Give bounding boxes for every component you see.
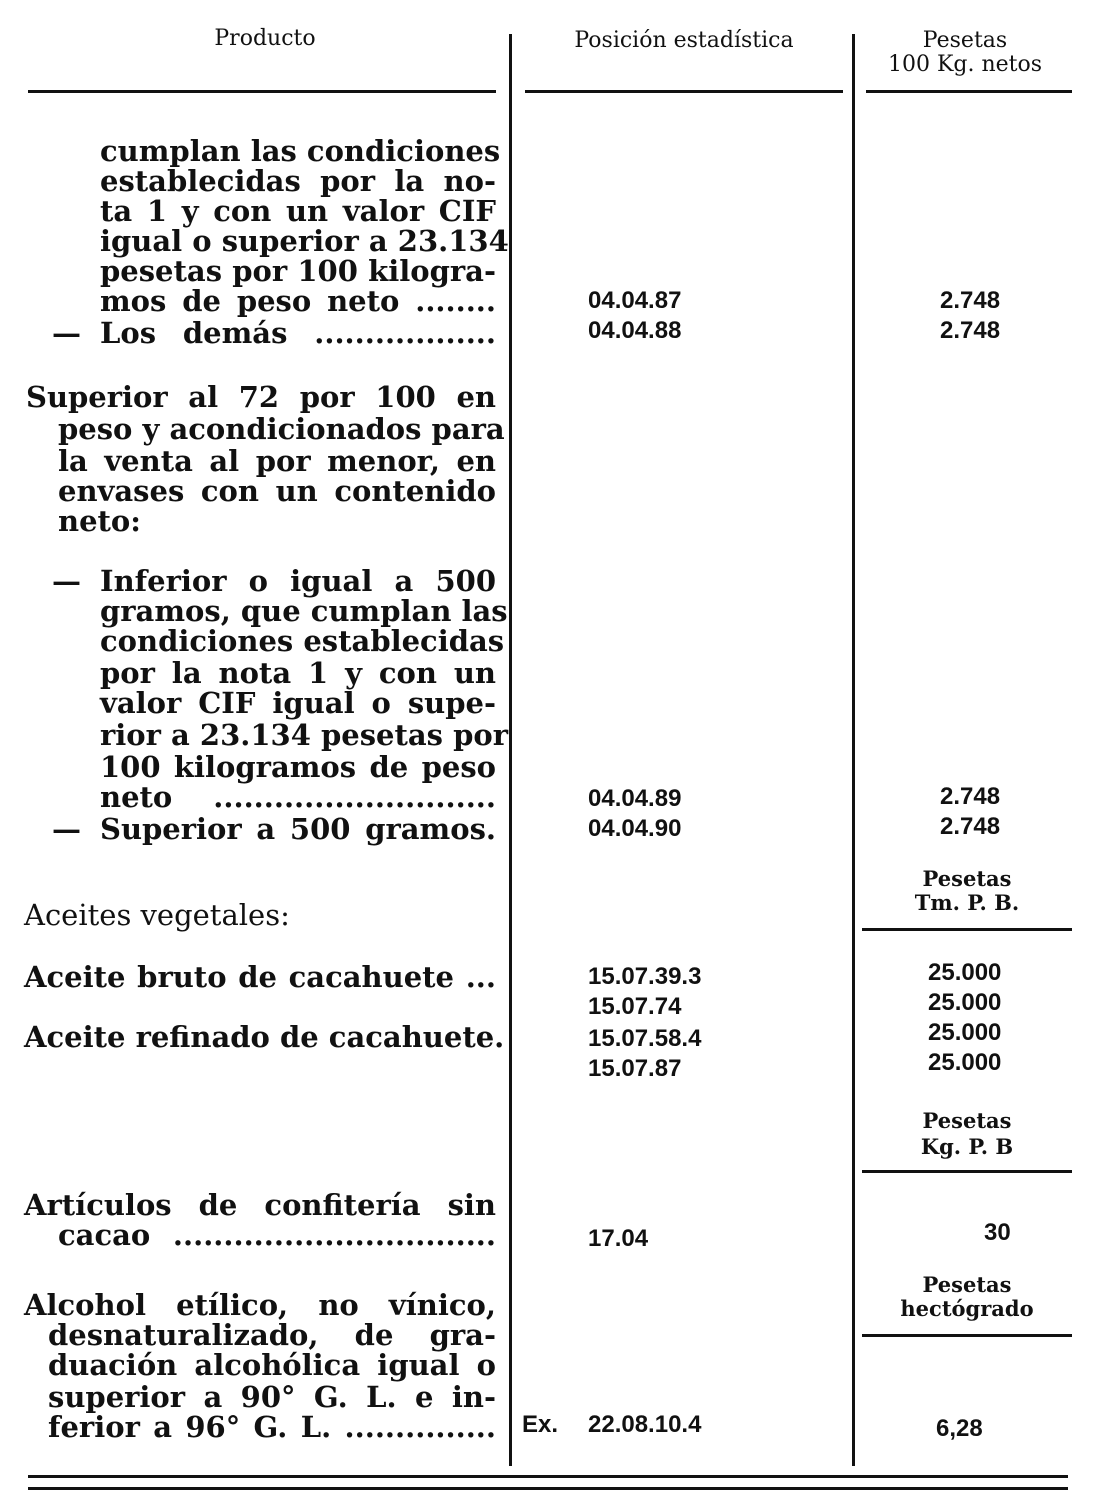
text-line: peso y acondicionados para	[58, 412, 505, 446]
price-value: 2.748	[940, 287, 1001, 314]
posicion-code: 15.07.74	[588, 993, 682, 1020]
price-value: 6,28	[936, 1415, 983, 1442]
text-line: neto ............................	[100, 780, 496, 814]
posicion-code: 04.04.88	[588, 317, 682, 344]
posicion-code: 04.04.90	[588, 815, 682, 842]
text-line: Superior al 72 por 100 en	[26, 380, 496, 414]
text-line: gramos, que cumplan las	[100, 594, 508, 628]
text-line: Superior a 500 gramos.	[100, 812, 496, 846]
text-line: 100 kilogramos de peso	[100, 750, 496, 784]
price-value: 25.000	[928, 959, 1002, 986]
header-rule-pesetas	[866, 90, 1072, 93]
posicion-code: 04.04.89	[588, 785, 682, 812]
dash-marker: —	[52, 564, 81, 598]
text-line: Aceite bruto de cacahuete ...	[24, 960, 496, 994]
unit-rule	[862, 1334, 1072, 1337]
text-line: ferior a 96° G. L. ...............	[48, 1410, 496, 1444]
posicion-code: 15.07.87	[588, 1055, 682, 1082]
posicion-code: 15.07.58.4	[588, 1025, 702, 1052]
text-line: Aceite refinado de cacahuete.	[24, 1020, 505, 1054]
ex-marker: Ex.	[522, 1411, 559, 1438]
footer-rule-top	[28, 1475, 1068, 1478]
header-producto: Producto	[214, 26, 316, 51]
text-line: ta 1 y con un valor CIF	[100, 194, 496, 228]
text-line: neto:	[58, 504, 141, 538]
posicion-code: 15.07.39.3	[588, 963, 702, 990]
header-rule-producto	[28, 90, 496, 93]
dash-marker: —	[52, 316, 81, 350]
header-pesetas: Pesetas	[922, 28, 1008, 53]
unit-label: Pesetas	[922, 1108, 1012, 1133]
column-divider-2	[852, 34, 855, 1466]
header-posicion-estadistica: Posición estadística	[574, 28, 794, 53]
price-value: 25.000	[928, 1049, 1002, 1076]
text-line: igual o superior a 23.134	[100, 224, 509, 258]
unit-rule	[862, 1170, 1072, 1173]
price-value: 25.000	[928, 1019, 1002, 1046]
posicion-code: 17.04	[588, 1225, 649, 1252]
unit-label: Pesetas	[922, 1272, 1012, 1297]
text-line: Alcohol etílico, no vínico,	[24, 1288, 496, 1322]
text-line: desnaturalizado, de gra-	[48, 1318, 496, 1352]
unit-label: hectógrado	[900, 1296, 1034, 1321]
price-value: 2.748	[940, 317, 1001, 344]
unit-label: Pesetas	[922, 866, 1012, 891]
footer-rule-bottom	[28, 1487, 1068, 1490]
text-line: por la nota 1 y con un	[100, 656, 496, 690]
text-line: duación alcohólica igual o	[48, 1348, 496, 1382]
text-line: Inferior o igual a 500	[100, 564, 496, 598]
text-line: condiciones establecidas	[100, 624, 505, 658]
price-value: 2.748	[940, 813, 1001, 840]
text-line: establecidas por la no-	[100, 164, 496, 198]
unit-rule	[862, 928, 1072, 931]
text-line: cumplan las condiciones	[100, 134, 501, 168]
price-value: 25.000	[928, 989, 1002, 1016]
posicion-code: 04.04.87	[588, 287, 682, 314]
text-line: cacao ................................	[58, 1218, 496, 1252]
text-line: mos de peso neto ........	[100, 284, 496, 318]
text-line: pesetas por 100 kilogra-	[100, 254, 496, 288]
text-line: la venta al por menor, en	[58, 444, 496, 478]
price-value: 2.748	[940, 783, 1001, 810]
header-rule-posicion	[525, 90, 843, 93]
text-line: Artículos de confitería sin	[24, 1188, 496, 1222]
column-divider-1	[509, 34, 512, 1466]
text-line: Los demás ..................	[100, 316, 496, 350]
text-line: valor CIF igual o supe-	[100, 686, 496, 720]
price-value: 30	[984, 1219, 1011, 1246]
text-line: envases con un contenido	[58, 474, 496, 508]
dash-marker: —	[52, 812, 81, 846]
posicion-code: 22.08.10.4	[588, 1411, 702, 1438]
header-pesetas-unit: 100 Kg. netos	[887, 52, 1043, 77]
text-line: superior a 90° G. L. e in-	[48, 1380, 496, 1414]
unit-label: Tm. P. B.	[914, 890, 1020, 915]
section-title: Aceites vegetales:	[24, 898, 290, 932]
unit-label: Kg. P. B	[920, 1134, 1014, 1159]
text-line: rior a 23.134 pesetas por	[100, 718, 508, 752]
